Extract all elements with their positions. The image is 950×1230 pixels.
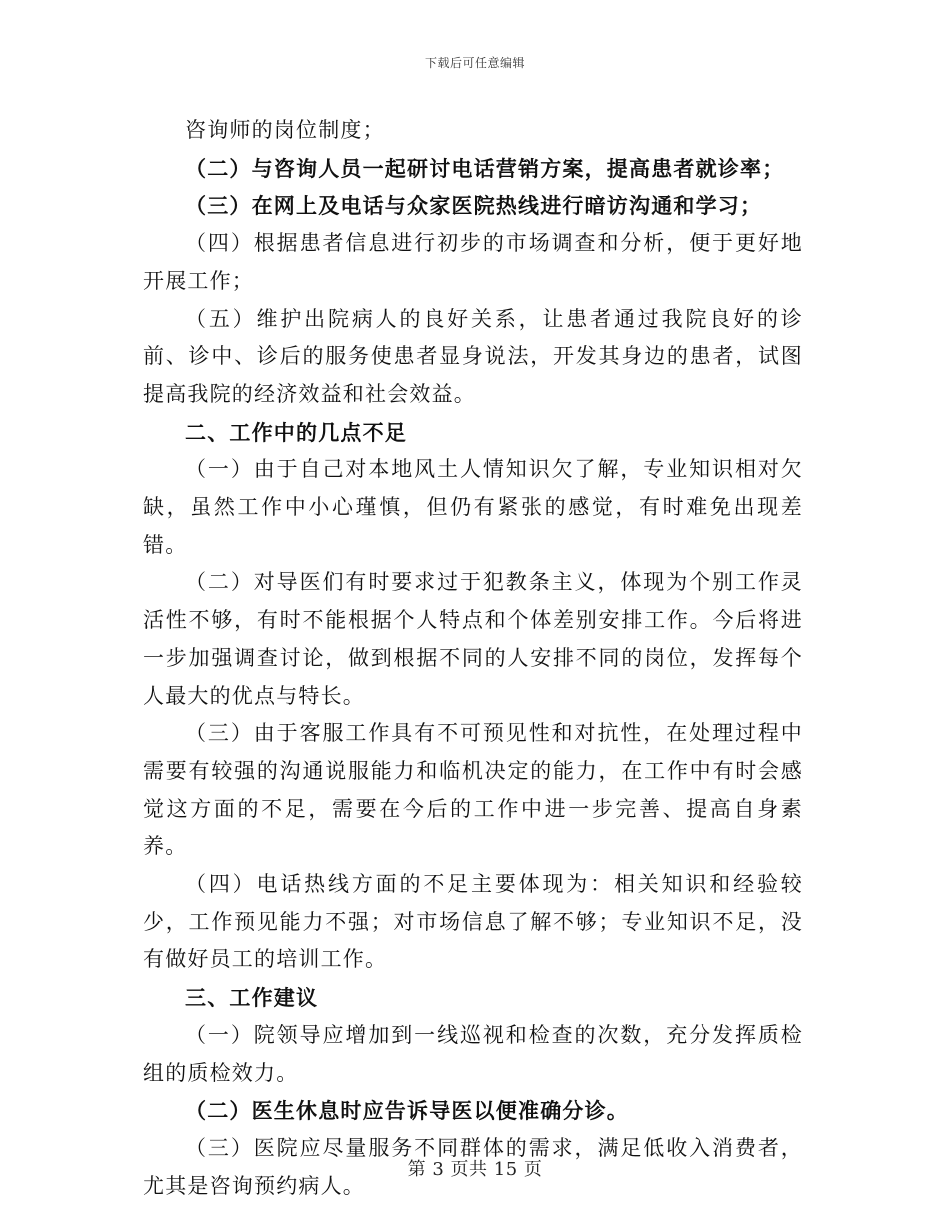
paragraph-item-5: （五）维护出院病人的良好关系，让患者通过我院良好的诊前、诊中、诊后的服务使患者显身说法，开发其身边的患者，试图提高我院的经济效益和社会效益。 [143,306,803,406]
paragraph-shortcoming-1: （一）由于自己对本地风土人情知识欠了解，专业知识相对欠缺，虽然工作中小心瑾慎，但仍有紧张的感觉，有时难免出现差错。 [143,457,803,557]
paragraph-shortcoming-4: （四）电话热线方面的不足主要体现为：相关知识和经验较少，工作预见能力不强；对市场信息了解不够；专业知识不足，没有做好员工的培训工作。 [143,872,803,972]
paragraph-suggestion-3: （三）医院应尽量服务不同群体的需求，满足低收入消费者，尤其是咨询预约病人。 [143,1135,803,1198]
paragraph-item-3: （三）在网上及电话与众家医院热线进行暗访沟通和学习； [185,193,763,219]
page-footer: 第 3 页共 15 页 [407,1159,543,1180]
paragraph-item-4: （四）根据患者信息进行初步的市场调查和分析，便于更好地开展工作； [143,231,803,293]
paragraph-item-2: （二）与咨询人员一起研讨电话营销方案，提高患者就诊率； [185,155,785,181]
paragraph-shortcoming-2: （二）对导医们有时要求过于犯教条主义，体现为个别工作灵活性不够，有时不能根据个人特点和个体差别安排工作。今后将进一步加强调查讨论，做到根据不同的人安排不同的岗位，发挥每个人最大的优点与特长。 [143,570,803,708]
paragraph-suggestion-1: （一）院领导应增加到一线巡视和检查的次数，充分发挥质检组的质检效力。 [143,1022,803,1085]
page-header: 下载后可任意编辑 [424,56,525,70]
paragraph-shortcoming-3: （三）由于客服工作具有不可预见性和对抗性，在处理过程中需要有较强的沟通说服能力和临机决定的能力，在工作中有时会感觉这方面的不足，需要在今后的工作中进一步完善、提高自身素养。 [143,721,803,859]
document-body [143,112,803,1205]
section-heading-suggestions: 三、工作建议 [185,985,319,1011]
section-heading-shortcomings: 二、工作中的几点不足 [185,419,407,445]
paragraph-continuation: 咨询师的岗位制度； [185,118,385,142]
paragraph-suggestion-2: （二）医生休息时应告诉导医以便准确分诊。 [185,1098,629,1124]
